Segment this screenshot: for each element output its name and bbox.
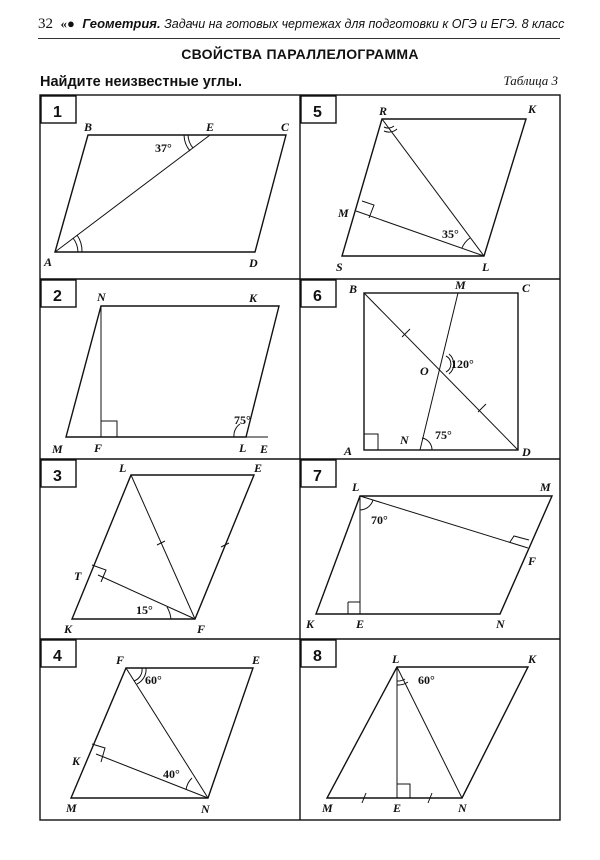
angle-label: 75°: [234, 413, 251, 427]
vertex-label: M: [455, 278, 466, 292]
problem-number-2: 2: [53, 288, 62, 305]
figure-8: [327, 667, 528, 803]
vertex-label: N: [201, 802, 210, 816]
angle-label: 60°: [145, 673, 162, 687]
problem-number-7: 7: [313, 468, 322, 485]
problem-number-1: 1: [53, 104, 62, 121]
vertex-label: C: [281, 120, 290, 134]
page-title: СВОЙСТВА ПАРАЛЛЕЛОГРАММА: [181, 46, 419, 62]
vertex-label: D: [249, 256, 258, 270]
vertex-label: E: [252, 653, 261, 667]
angle-label: 40°: [163, 767, 180, 781]
vertex-label: M: [338, 206, 349, 220]
angle-label: 120°: [451, 357, 474, 371]
book-subtitle: Задачи на готовых чертежах для подготовки к ОГЭ и ЕГЭ. 8 класс: [164, 17, 565, 31]
problem-number-8: 8: [313, 648, 322, 665]
vertex-label: N: [496, 617, 505, 631]
figure-3: [72, 475, 254, 619]
vertex-label: K: [306, 617, 315, 631]
vertex-label: D: [522, 445, 531, 459]
vertex-label: A: [344, 444, 353, 458]
vertex-label: K: [72, 754, 81, 768]
figure-4: [71, 668, 253, 798]
vertex-label: B: [84, 120, 93, 134]
vertex-label: K: [64, 622, 73, 636]
problem-number-4: 4: [53, 648, 62, 665]
bullet-icon: «●: [60, 16, 75, 31]
vertex-label: L: [239, 441, 247, 455]
table-label: Таблица 3: [503, 73, 558, 88]
vertex-label: C: [522, 281, 531, 295]
angle-label: 70°: [371, 513, 388, 527]
vertex-label: E: [356, 617, 365, 631]
vertex-label: N: [97, 290, 106, 304]
vertex-label: E: [393, 801, 402, 815]
vertex-label: T: [74, 569, 82, 583]
problem-number-6: 6: [313, 288, 322, 305]
page-number: 32: [38, 16, 53, 32]
vertex-label: A: [44, 255, 53, 269]
vertex-label: M: [52, 442, 63, 456]
angle-label: 60°: [418, 673, 435, 687]
vertex-label: K: [528, 102, 537, 116]
angle-label: 75°: [435, 428, 452, 442]
angle-label: 37°: [155, 141, 172, 155]
vertex-label: M: [66, 801, 77, 815]
angle-label: 15°: [136, 603, 153, 617]
vertex-label: N: [400, 433, 409, 447]
problem-number-5: 5: [313, 104, 322, 121]
vertex-label: L: [352, 480, 360, 494]
vertex-label: E: [260, 442, 269, 456]
figure-5: [342, 119, 526, 256]
vertex-label: F: [197, 622, 206, 636]
vertex-label: M: [540, 480, 551, 494]
vertex-label: S: [336, 260, 343, 274]
figure-6: [364, 293, 518, 450]
book-title: Геометрия.: [82, 16, 161, 31]
vertex-label: K: [528, 652, 537, 666]
vertex-label: F: [94, 441, 103, 455]
vertex-label: L: [482, 260, 490, 274]
vertex-label: E: [206, 120, 215, 134]
vertex-label: L: [392, 652, 400, 666]
vertex-label: F: [528, 554, 537, 568]
task-text: Найдите неизвестные углы.: [40, 74, 243, 90]
vertex-label: B: [349, 282, 358, 296]
angle-label: 35°: [442, 227, 459, 241]
vertex-label: M: [322, 801, 333, 815]
vertex-label: R: [379, 104, 388, 118]
vertex-label: F: [116, 653, 125, 667]
problem-number-3: 3: [53, 468, 62, 485]
vertex-label: O: [420, 364, 429, 378]
vertex-label: L: [119, 461, 127, 475]
vertex-label: K: [249, 291, 258, 305]
vertex-label: N: [458, 801, 467, 815]
vertex-label: E: [254, 461, 263, 475]
figure-7: [316, 496, 552, 614]
